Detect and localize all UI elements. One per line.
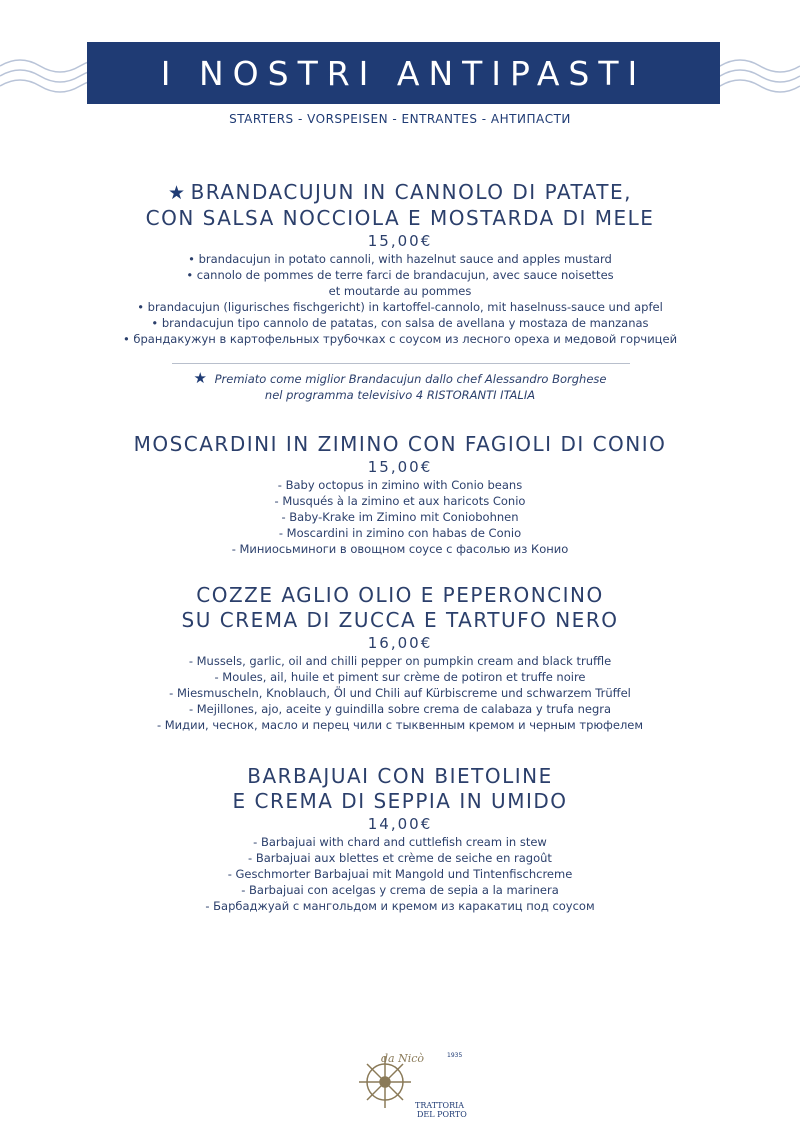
dish-title: MOSCARDINI IN ZIMINO CON FAGIOLI DI CONIO — [133, 432, 667, 456]
page-title: I NOSTRI ANTIPASTI — [160, 53, 647, 93]
dish-price: 14,00€ — [367, 815, 433, 833]
dish-description: - Mussels, garlic, oil and chilli pepper on pumpkin cream and black truffle — [188, 654, 612, 668]
dish-description: - Moscardini in zimino con habas de Conio — [278, 526, 522, 540]
award-note: ★ Premiato come miglior Brandacujun dallo chef Alessandro Borghese nel programma televisivo 4 RISTORANTI ITALIA — [193, 369, 607, 402]
dish-description: - Mejillones, ajo, aceite y guindilla sobre crema de calabaza y trufa negra — [188, 702, 612, 716]
dish-price: 15,00€ — [367, 232, 433, 250]
ship-wheel-logo — [355, 1040, 475, 1120]
title-banner — [87, 42, 720, 104]
dish-description: • brandacujun (ligurisches fischgericht) in kartoffel-cannolo, mit haselnuss-sauce und apfel — [137, 300, 663, 314]
dish-description: - Baby-Krake im Zimino mit Coniobohnen — [281, 510, 519, 524]
dish-barbajuai — [0, 764, 800, 914]
dish-price: 15,00€ — [367, 458, 433, 476]
star-icon: ★ — [193, 369, 207, 387]
star-icon: ★ — [168, 182, 187, 204]
dish-description: • brandacujun in potato cannoli, with hazelnut sauce and apples mustard — [188, 252, 612, 266]
dish-description: - Moules, ail, huile et piment sur crème de potiron et truffe noire — [214, 670, 586, 684]
dish-description: - Musqués à la zimino et aux haricots Conio — [274, 494, 526, 508]
logo-year: 1935 — [447, 1052, 463, 1059]
dish-title: E CREMA DI SEPPIA IN UMIDO — [232, 789, 568, 813]
dish-description: - Мидии, чеснок, масло и перец чили с тыквенным кремом и черным трюфелем — [156, 718, 644, 732]
dish-description: • брандакужун в картофельных трубочках с соусом из лесного ореха и медовой горчицей — [122, 332, 678, 346]
dish-moscardini — [0, 432, 800, 557]
page-subtitle: STARTERS - VORSPEISEN - ENTRANTES - АНТИПАСТИ — [229, 112, 571, 126]
dish-title: SU CREMA DI ZUCCA E TARTUFO NERO — [181, 608, 619, 632]
dish-description: • cannolo de pommes de terre farci de brandacujun, avec sauce noisettes — [186, 268, 614, 282]
dish-cozze — [0, 583, 800, 733]
dish-price: 16,00€ — [367, 634, 433, 652]
dish-title: BARBAJUAI CON BIETOLINE — [247, 764, 553, 788]
dish-description: et moutarde au pommes — [328, 284, 472, 298]
dish-description: • brandacujun tipo cannolo de patatas, con salsa de avellana y mostaza de manzanas — [151, 316, 649, 330]
dish-brandacujun — [0, 180, 800, 347]
dish-description: - Miesmuscheln, Knoblauch, Öl und Chili auf Kürbiscreme und schwarzem Trüffel — [169, 686, 631, 700]
dish-title: CON SALSA NOCCIOLA E MOSTARDA DI MELE — [145, 206, 655, 230]
dish-description: - Geschmorter Barbajuai mit Mangold und Tintenfischcreme — [227, 867, 573, 881]
dish-description: - Barbajuai con acelgas y crema de sepia a la marinera — [241, 883, 559, 897]
dish-description: - Baby octopus in zimino with Conio beans — [277, 478, 523, 492]
dish-description: - Barbajuai with chard and cuttlefish cream in stew — [253, 835, 547, 849]
dish-description: - Barbajuai aux blettes et crème de seiche en ragoût — [248, 851, 552, 865]
dish-description: - Барбаджуай с мангольдом и кремом из каракатиц под соусом — [205, 899, 595, 913]
dish-description: - Миниосьминоги в овощном соусе с фасолью из Конио — [231, 542, 569, 556]
logo-line-1: TRATTORIA — [415, 1101, 465, 1110]
divider — [172, 363, 630, 364]
dish-title: COZZE AGLIO OLIO E PEPERONCINO — [196, 583, 604, 607]
dish-title: ★ BRANDACUJUN IN CANNOLO DI PATATE, — [168, 180, 632, 204]
logo-line-2: DEL PORTO — [417, 1110, 467, 1119]
logo-script: da Nicò — [381, 1052, 425, 1065]
